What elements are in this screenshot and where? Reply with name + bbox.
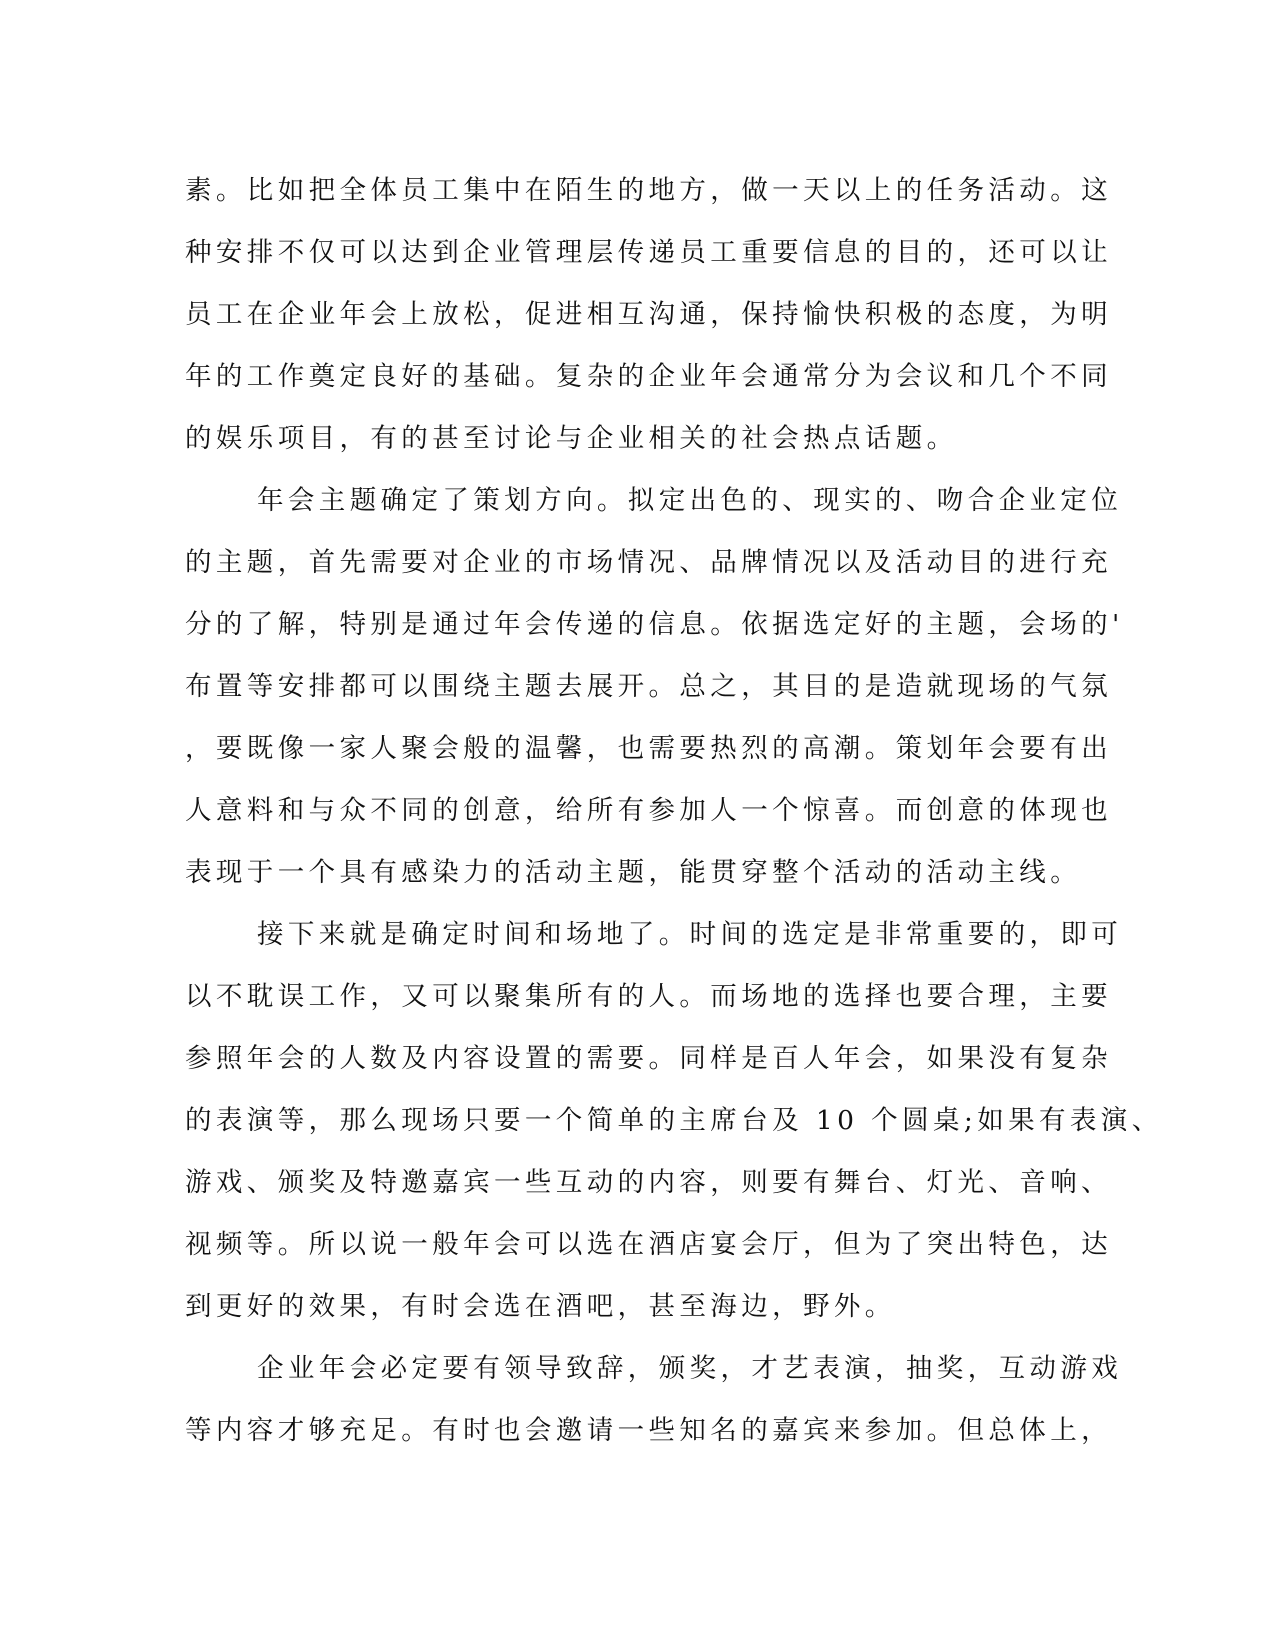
text-line: 年的工作奠定良好的基础。复杂的企业年会通常分为会议和几个不同 (185, 361, 1112, 392)
text-line: 的主题，首先需要对企业的市场情况、品牌情况以及活动目的进行充 (185, 547, 1112, 578)
text-line: 以不耽误工作，又可以聚集所有的人。而场地的选择也要合理，主要 (185, 981, 1112, 1012)
text-line: 分的了解，特别是通过年会传递的信息。依据选定好的主题，会场的' (185, 609, 1124, 640)
text-line: 视频等。所以说一般年会可以选在酒店宴会厅，但为了突出特色，达 (185, 1229, 1112, 1260)
text-line: 游戏、颁奖及特邀嘉宾一些互动的内容，则要有舞台、灯光、音响、 (185, 1167, 1112, 1198)
text-line: 的娱乐项目，有的甚至讨论与企业相关的社会热点话题。 (185, 423, 958, 454)
text-line: 员工在企业年会上放松，促进相互沟通，保持愉快积极的态度，为明 (185, 299, 1112, 330)
text-line: ，要既像一家人聚会般的温馨，也需要热烈的高潮。策划年会要有出 (185, 733, 1112, 764)
text-line: 人意料和与众不同的创意，给所有参加人一个惊喜。而创意的体现也 (185, 795, 1112, 826)
text-line: 的表演等，那么现场只要一个简单的主席台及 10 个圆桌;如果有表演、 (185, 1105, 1163, 1136)
text-line: 布置等安排都可以围绕主题去展开。总之，其目的是造就现场的气氛 (185, 671, 1112, 702)
paragraph-first-line: 企业年会必定要有领导致辞，颁奖，才艺表演，抽奖，互动游戏 (257, 1353, 1123, 1384)
text-line: 素。比如把全体员工集中在陌生的地方，做一天以上的任务活动。这 (185, 175, 1112, 206)
paragraph-first-line: 年会主题确定了策划方向。拟定出色的、现实的、吻合企业定位 (257, 485, 1123, 516)
paragraph-first-line: 接下来就是确定时间和场地了。时间的选定是非常重要的，即可 (257, 919, 1123, 950)
text-line: 等内容才够充足。有时也会邀请一些知名的嘉宾来参加。但总体上， (185, 1415, 1112, 1446)
text-line: 到更好的效果，有时会选在酒吧，甚至海边，野外。 (185, 1291, 896, 1322)
text-line: 参照年会的人数及内容设置的需要。同样是百人年会，如果没有复杂 (185, 1043, 1112, 1074)
body-text (185, 160, 1163, 1462)
text-line: 表现于一个具有感染力的活动主题，能贯穿整个活动的活动主线。 (185, 857, 1082, 888)
text-line: 种安排不仅可以达到企业管理层传递员工重要信息的目的，还可以让 (185, 237, 1112, 268)
